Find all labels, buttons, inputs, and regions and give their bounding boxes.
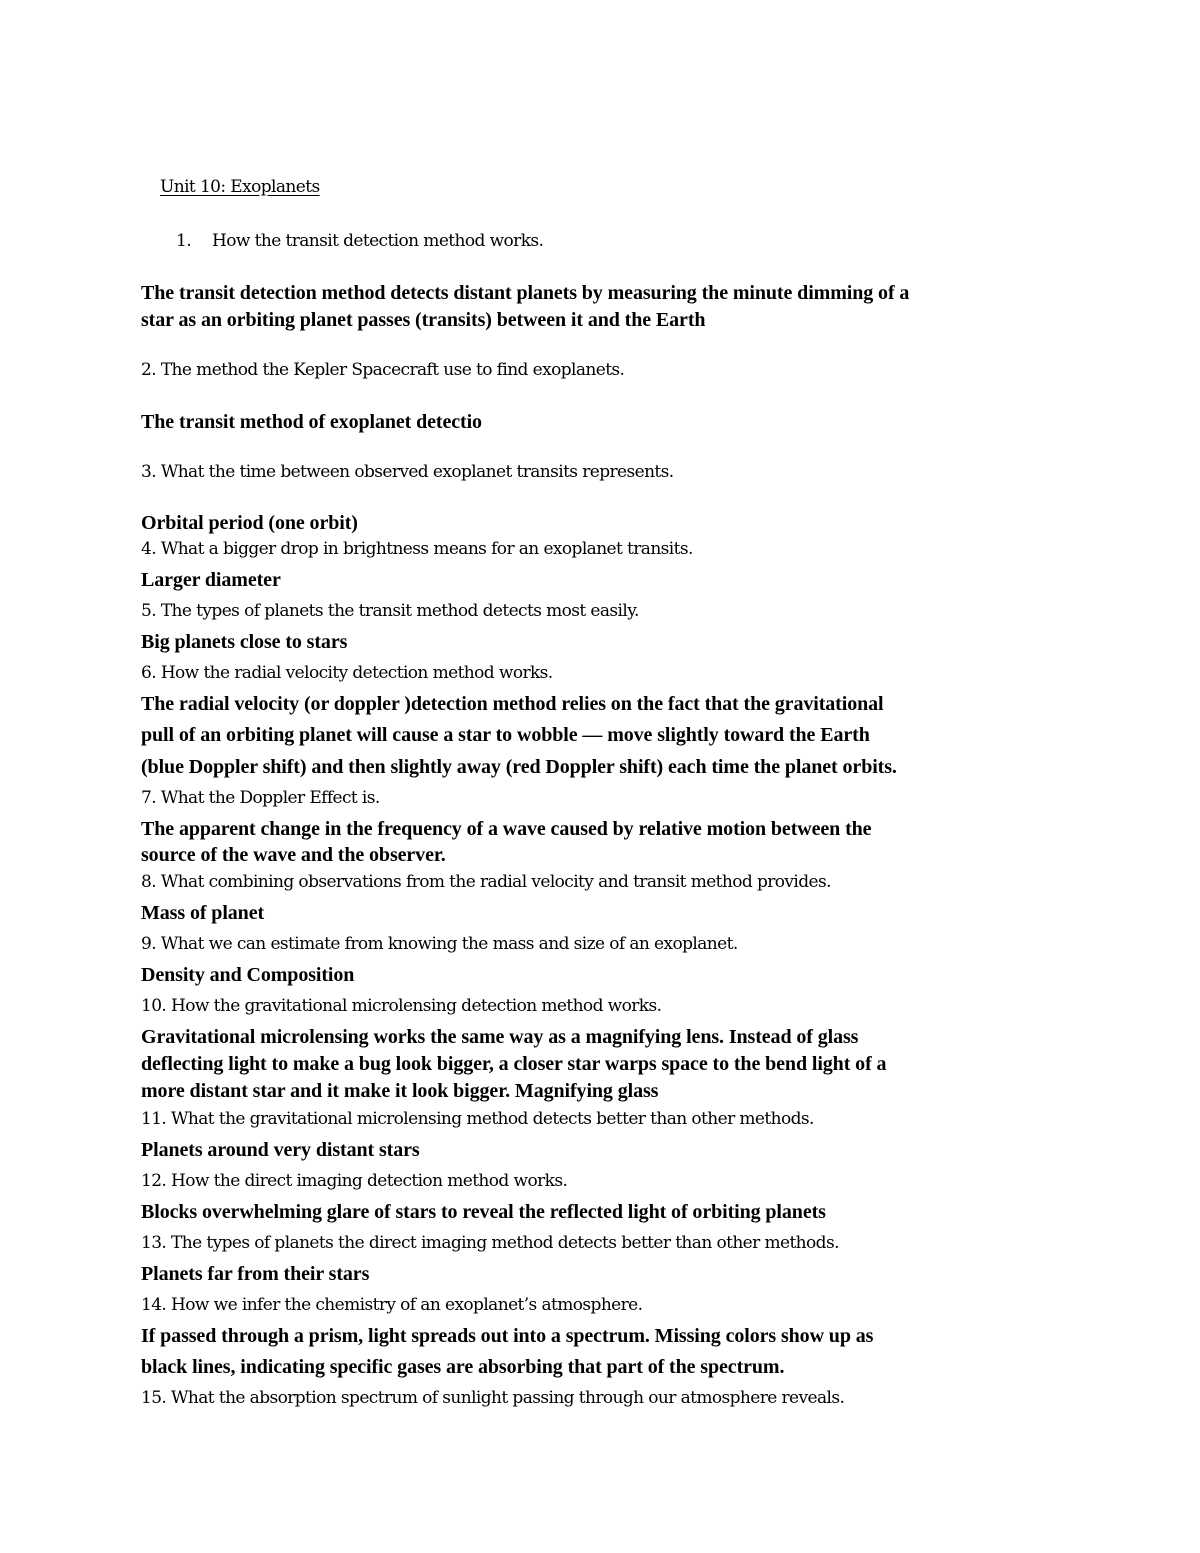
answer-6-line-1: The radial velocity (or doppler )detection method relies on the fact that the gravitational [141, 693, 884, 715]
answer-1-line-2: star as an orbiting planet passes (transits) between it and the Earth [141, 309, 706, 331]
answer-2: The transit method of exoplanet detectio [141, 411, 482, 433]
question-5: 5. The types of planets the transit method detects most easily. [141, 601, 639, 621]
question-1-number: 1. [176, 231, 192, 251]
question-7: 7. What the Doppler Effect is. [141, 788, 380, 808]
answer-14-line-1: If passed through a prism, light spreads out into a spectrum. Missing colors show up as [141, 1325, 874, 1347]
question-10: 10. How the gravitational microlensing detection method works. [141, 996, 662, 1016]
answer-12: Blocks overwhelming glare of stars to reveal the reflected light of orbiting planets [141, 1201, 826, 1223]
answer-6-line-3: (blue Doppler shift) and then slightly away (red Doppler shift) each time the planet orbits. [141, 756, 897, 778]
answer-10-line-2: deflecting light to make a bug look bigger, a closer star warps space to the bend light of a [141, 1053, 887, 1075]
question-6: 6. How the radial velocity detection method works. [141, 663, 553, 683]
question-8: 8. What combining observations from the radial velocity and transit method provides. [141, 872, 831, 892]
question-2: 2. The method the Kepler Spacecraft use to find exoplanets. [141, 360, 625, 380]
answer-4: Larger diameter [141, 569, 281, 591]
answer-5: Big planets close to stars [141, 631, 348, 653]
document-title: Unit 10: Exoplanets [160, 177, 320, 197]
answer-11: Planets around very distant stars [141, 1139, 420, 1161]
question-13: 13. The types of planets the direct imaging method detects better than other methods. [141, 1233, 839, 1253]
answer-10-line-1: Gravitational microlensing works the same way as a magnifying lens. Instead of glass [141, 1026, 859, 1048]
question-15: 15. What the absorption spectrum of sunlight passing through our atmosphere reveals. [141, 1388, 845, 1408]
question-4: 4. What a bigger drop in brightness means for an exoplanet transits. [141, 539, 693, 559]
answer-7-line-2: source of the wave and the observer. [141, 844, 446, 866]
question-12: 12. How the direct imaging detection method works. [141, 1171, 568, 1191]
answer-9: Density and Composition [141, 964, 355, 986]
question-14: 14. How we infer the chemistry of an exoplanet’s atmosphere. [141, 1295, 643, 1315]
answer-8: Mass of planet [141, 902, 265, 924]
answer-13: Planets far from their stars [141, 1263, 370, 1285]
question-1-text: How the transit detection method works. [212, 231, 544, 251]
answer-6-line-2: pull of an orbiting planet will cause a star to wobble — move slightly toward the Earth [141, 724, 870, 746]
question-9: 9. What we can estimate from knowing the mass and size of an exoplanet. [141, 934, 738, 954]
question-11: 11. What the gravitational microlensing method detects better than other methods. [141, 1109, 814, 1129]
answer-1-line-1: The transit detection method detects distant planets by measuring the minute dimming of a [141, 282, 910, 304]
answer-7-line-1: The apparent change in the frequency of a wave caused by relative motion between the [141, 818, 872, 840]
question-3: 3. What the time between observed exoplanet transits represents. [141, 462, 674, 482]
answer-14-line-2: black lines, indicating specific gases are absorbing that part of the spectrum. [141, 1356, 785, 1378]
answer-3: Orbital period (one orbit) [141, 512, 358, 534]
answer-10-line-3: more distant star and it make it look bigger. Magnifying glass [141, 1080, 659, 1102]
